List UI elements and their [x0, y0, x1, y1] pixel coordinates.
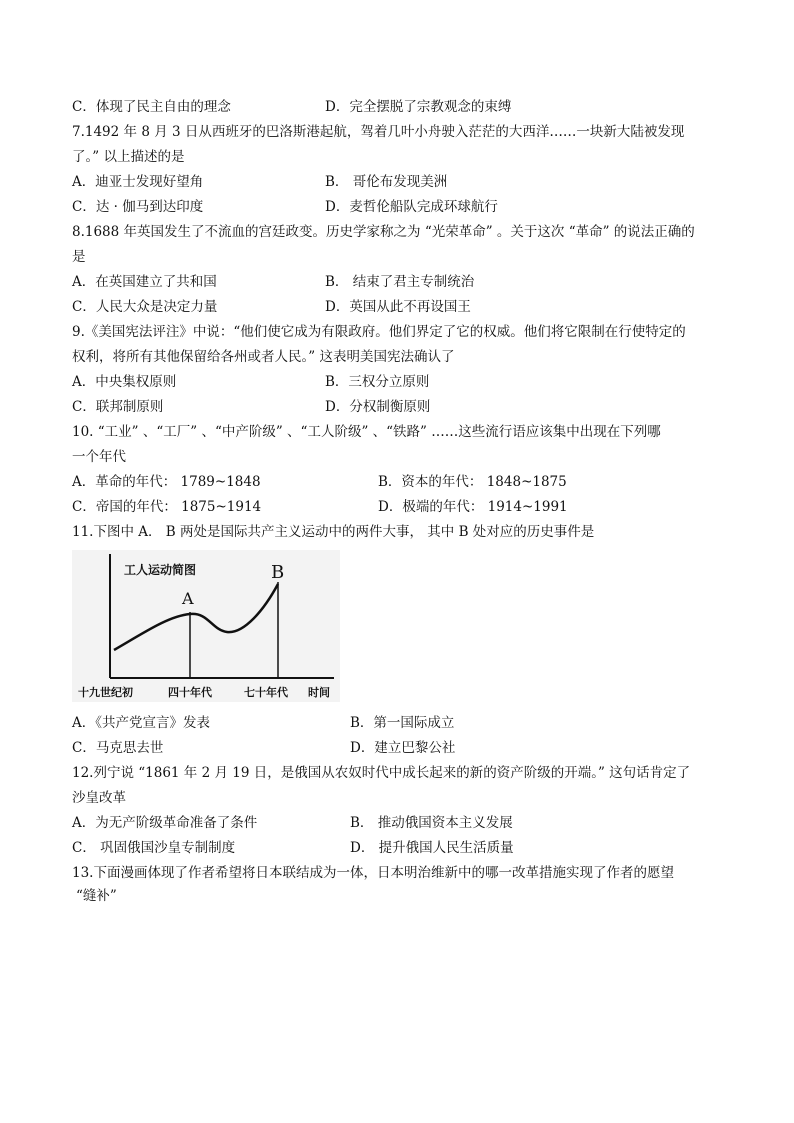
q8-option-a: A．在英国建立了共和国	[72, 274, 217, 290]
q11-stem: 11.下图中 A． B 两处是国际共产主义运动中的两件大事， 其中 B 处对应的历史事件是	[72, 524, 595, 540]
q8-option-c: C．人民大众是决定力量	[72, 299, 218, 315]
q8-stem-line1: 8.1688 年英国发生了不流血的宫廷政变。历史学家称之为 “光荣革命” 。关于这次 “革命” 的说法正确的	[72, 224, 695, 240]
tick-label-1840s: 四十年代	[168, 686, 212, 699]
x-axis-label: 时间	[308, 686, 330, 699]
chart-svg	[72, 550, 340, 702]
q10-option-d: D．极端的年代： 1914~1991	[378, 499, 568, 515]
q8-option-d: D．英国从此不再设国王	[325, 299, 471, 315]
q7-option-b: B． 哥伦布发现美洲	[325, 174, 448, 190]
q7-stem-line1: 7.1492 年 8 月 3 日从西班牙的巴洛斯港起航，驾着几叶小舟驶入茫茫的大西洋……一块新大陆被发现	[72, 124, 685, 140]
chart-background	[72, 550, 340, 702]
q7-option-c: C．达 · 伽马到达印度	[72, 199, 204, 215]
q9-option-b: B．三权分立原则	[325, 374, 430, 390]
q12-option-d: D． 提升俄国人民生活质量	[350, 840, 514, 856]
q9-option-d: D．分权制衡原则	[325, 399, 431, 415]
q9-option-c: C．联邦制原则	[72, 399, 164, 415]
point-label-a: A	[182, 589, 194, 608]
chart-title: 工人运动简图	[124, 563, 197, 577]
q7-option-d: D．麦哲伦船队完成环球航行	[325, 199, 498, 215]
q8-stem-line2: 是	[72, 249, 86, 265]
workers-movement-chart	[72, 550, 340, 702]
q7-option-a: A．迪亚士发现好望角	[72, 174, 204, 190]
q6-option-c: C．体现了民主自由的理念	[72, 99, 231, 115]
q6-option-d: D．完全摆脱了宗教观念的束缚	[325, 99, 512, 115]
tick-label-19th-century: 十九世纪初	[78, 686, 133, 699]
q12-stem-line2: 沙皇改革	[72, 790, 126, 806]
q13-cartoon-caption: “缝补”	[76, 888, 117, 904]
q11-option-d: D．建立巴黎公社	[350, 740, 456, 756]
q8-option-b: B． 结束了君主专制统治	[325, 274, 475, 290]
q12-option-a: A．为无产阶级革命准备了条件	[72, 815, 258, 831]
q9-stem-line1: 9.《美国宪法评注》中说：“他们使它成为有限政府。他们界定了它的权威。他们将它限制在行使特定的	[72, 324, 686, 340]
q10-option-a: A．革命的年代： 1789~1848	[72, 474, 261, 490]
q10-option-b: B．资本的年代： 1848~1875	[378, 474, 567, 490]
q11-option-a: A．《共产党宣言》发表	[72, 715, 210, 731]
q11-option-b: B．第一国际成立	[350, 715, 455, 731]
q10-stem-line2: 一个年代	[72, 449, 126, 465]
q13-stem: 13.下面漫画体现了作者希望将日本联结成为一体，日本明治维新中的哪一改革措施实现了作者的愿望	[72, 865, 674, 881]
point-label-b: B	[271, 562, 285, 583]
q10-option-c: C．帝国的年代： 1875~1914	[72, 499, 262, 515]
q12-option-c: C． 巩固俄国沙皇专制制度	[72, 840, 236, 856]
q12-stem-line1: 12.列宁说 “1861 年 2 月 19 日，是俄国从农奴时代中成长起来的新的资产阶级的开端。” 这句话肯定了	[72, 765, 691, 781]
q11-option-c: C．马克思去世	[72, 740, 164, 756]
q9-option-a: A．中央集权原则	[72, 374, 177, 390]
tick-label-1870s: 七十年代	[244, 686, 288, 699]
q10-stem-line1: 10. “工业” 、“工厂” 、“中产阶级” 、“工人阶级” 、“铁路” ……这些流行语应该集中出现在下列哪	[72, 424, 661, 440]
q12-option-b: B． 推动俄国资本主义发展	[350, 815, 513, 831]
q9-stem-line2: 权利，将所有其他保留给各州或者人民。” 这表明美国宪法确认了	[72, 349, 455, 365]
q7-stem-line2: 了。” 以上描述的是	[72, 149, 185, 165]
